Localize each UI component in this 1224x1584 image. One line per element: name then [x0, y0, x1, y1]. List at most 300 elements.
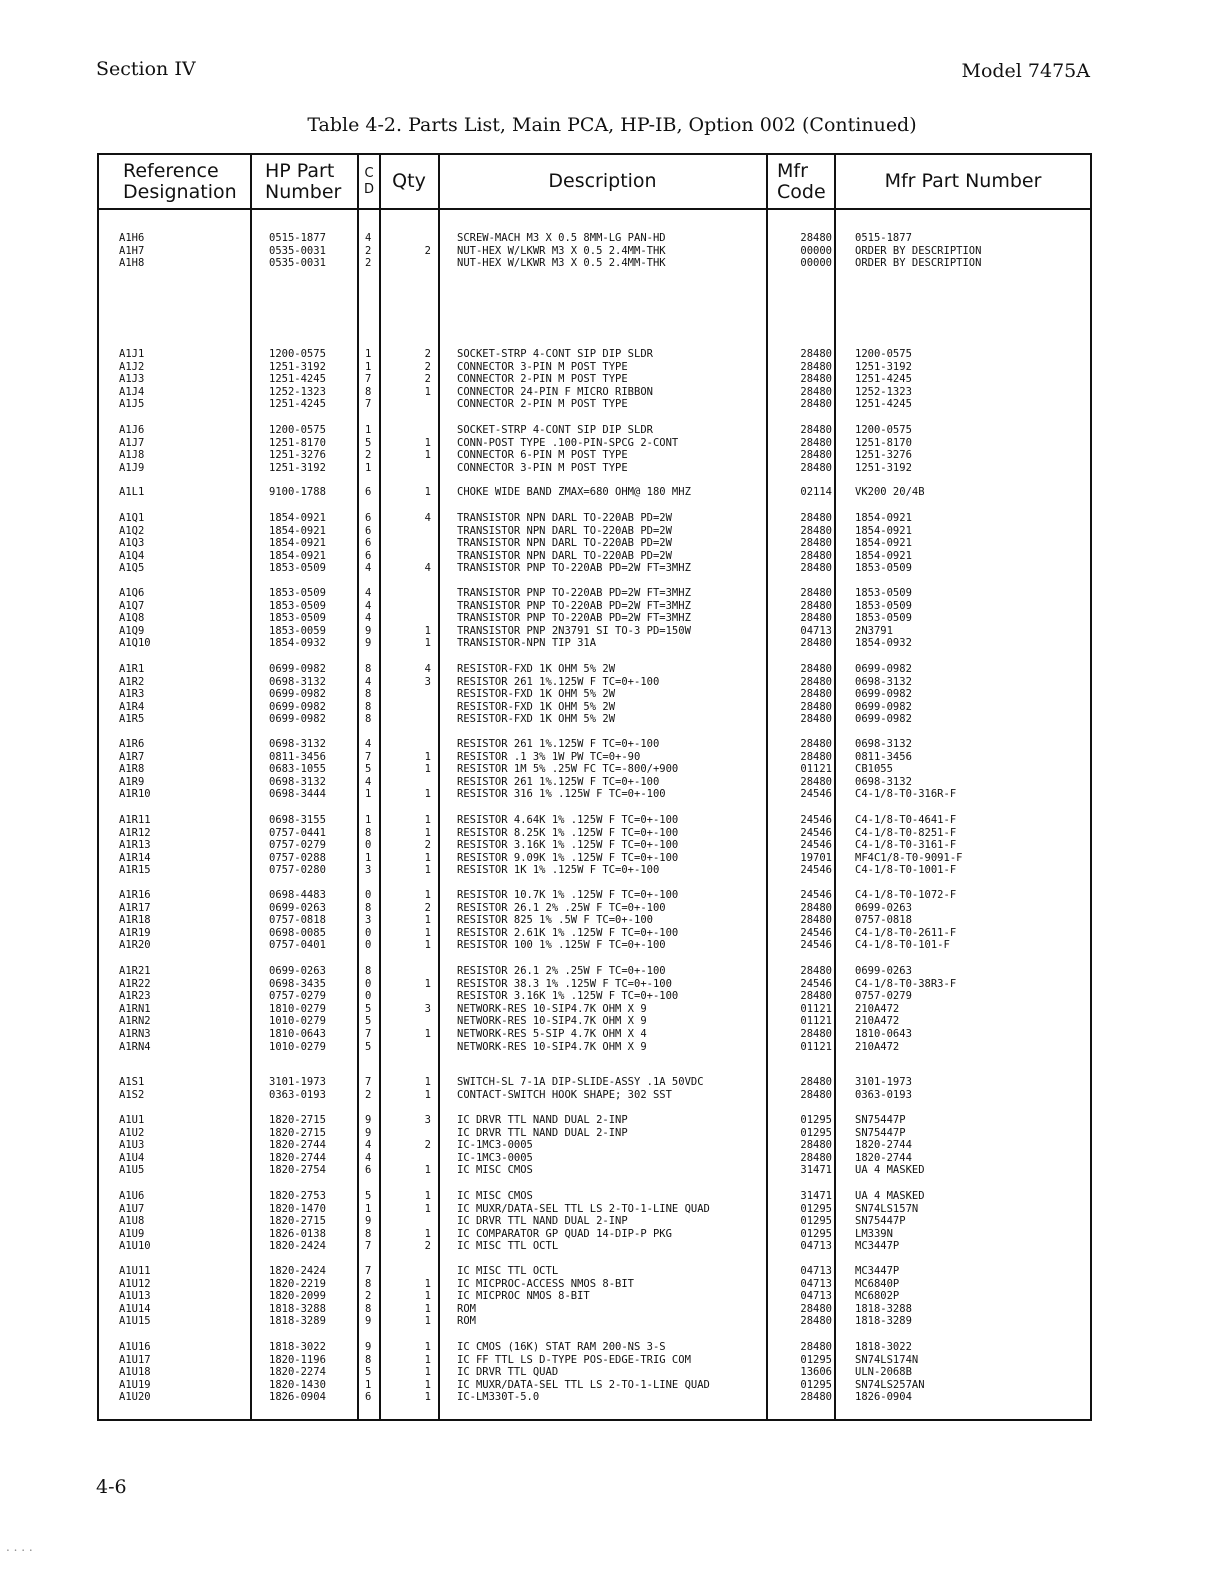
hp-part-number-cell: 0699-0982	[269, 688, 326, 701]
mfr-part-number-cell: SN75447P	[855, 1215, 906, 1228]
description-cell: RESISTOR 26.1 2% .25W F TC=0+-100	[457, 965, 666, 977]
description-cell: CONN-POST TYPE .100-PIN-SPCG 2-CONT	[457, 436, 679, 449]
hp-part-number-cell: 1854-0921	[269, 524, 326, 537]
mfr-code-cell: 04713	[800, 1290, 832, 1303]
scan-artifact: . . . .	[6, 1540, 33, 1554]
table-row	[99, 990, 1090, 1003]
table-row	[99, 814, 1090, 827]
reference-designation-cell: A1U4	[119, 1151, 145, 1164]
mfr-part-number-cell: 1854-0932	[855, 637, 912, 650]
description-cell: CHOKE WIDE BAND ZMAX=680 OHM@ 180 MHZ	[457, 486, 691, 498]
description-cell: SOCKET-STRP 4-CONT SIP DIP SLDR	[457, 348, 653, 360]
quantity-cell: 2	[424, 244, 431, 257]
mfr-part-number-cell: SN74LS174N	[855, 1353, 919, 1366]
check-digit-cell: 7	[365, 1076, 372, 1088]
quantity-cell: 1	[424, 486, 431, 498]
mfr-code-cell: 28480	[800, 1027, 832, 1040]
hp-part-number-cell: 1820-2715	[269, 1126, 326, 1139]
table-row	[99, 676, 1090, 689]
hp-part-number-cell: 1251-8170	[269, 436, 326, 449]
reference-designation-cell: A1U8	[119, 1215, 145, 1228]
check-digit-cell: 1	[365, 1202, 372, 1215]
table-row	[99, 927, 1090, 940]
description-cell: TRANSISTOR NPN DARL TO-220AB PD=2W	[457, 512, 672, 524]
check-digit-cell: 6	[365, 537, 372, 550]
hp-part-number-cell: 1854-0921	[269, 512, 326, 524]
description-cell: IC FF TTL LS D-TYPE POS-EDGE-TRIG COM	[457, 1353, 691, 1366]
hp-part-number-cell: 0698-3132	[269, 738, 326, 750]
table-row	[99, 1127, 1090, 1140]
check-digit-cell: 7	[365, 1027, 372, 1040]
quantity-cell: 1	[424, 1202, 431, 1215]
table-row	[99, 550, 1090, 563]
quantity-cell: 1	[424, 624, 431, 637]
check-digit-cell: 9	[365, 1126, 372, 1139]
mfr-part-number-cell: C4-1/8-T0-8251-F	[855, 826, 957, 839]
hp-part-number-cell: 1818-3289	[269, 1315, 326, 1328]
check-digit-cell: 1	[365, 348, 372, 360]
reference-designation-cell: A1R2	[119, 675, 145, 688]
mfr-code-cell: 28480	[800, 1076, 832, 1088]
check-digit-cell: 0	[365, 939, 372, 952]
table-row	[99, 1003, 1090, 1016]
column-header-hp-part: HP Part Number	[265, 159, 342, 203]
mfr-code-cell: 01295	[800, 1202, 832, 1215]
description-cell: TRANSISTOR-NPN TIP 31A	[457, 637, 597, 650]
check-digit-cell: 2	[365, 244, 372, 257]
quantity-cell: 1	[424, 750, 431, 763]
table-row	[99, 373, 1090, 386]
table-body	[99, 210, 1090, 1419]
check-digit-cell: 6	[365, 1164, 372, 1177]
description-cell: IC-1MC3-0005	[457, 1151, 533, 1164]
hp-part-number-cell: 1010-0279	[269, 1040, 326, 1053]
parts-group	[99, 663, 1090, 726]
hp-part-number-cell: 1826-0904	[269, 1391, 326, 1404]
mfr-part-number-cell: 1820-2744	[855, 1139, 912, 1152]
check-digit-cell: 2	[365, 257, 372, 270]
description-cell: IC DRVR TTL QUAD	[457, 1366, 559, 1379]
description-cell: RESISTOR 9.09K 1% .125W F TC=0+-100	[457, 851, 679, 864]
mfr-part-number-cell: 1251-8170	[855, 436, 912, 449]
description-cell: TRANSISTOR PNP TO-220AB PD=2W FT=3MHZ	[457, 599, 691, 612]
description-cell: RESISTOR 26.1 2% .25W F TC=0+-100	[457, 901, 666, 914]
hp-part-number-cell: 0698-0085	[269, 926, 326, 939]
table-row	[99, 257, 1090, 270]
mfr-part-number-cell: 1251-4245	[855, 398, 912, 411]
description-cell: RESISTOR 1M 5% .25W FC TC=-800/+900	[457, 763, 679, 776]
mfr-code-cell: 24546	[800, 939, 832, 952]
table-row	[99, 1315, 1090, 1328]
mfr-code-cell: 28480	[800, 587, 832, 599]
mfr-part-number-cell: 1251-3192	[855, 461, 912, 474]
mfr-part-number-cell: 1853-0509	[855, 599, 912, 612]
check-digit-cell: 9	[365, 1215, 372, 1228]
description-cell: IC MICPROC-ACCESS NMOS 8-BIT	[457, 1277, 635, 1290]
check-digit-cell: 6	[365, 512, 372, 524]
mfr-part-number-cell: ULN-2068B	[855, 1366, 912, 1379]
description-cell: ROM	[457, 1315, 476, 1328]
check-digit-cell: 6	[365, 1391, 372, 1404]
table-row	[99, 1139, 1090, 1152]
table-row	[99, 245, 1090, 258]
reference-designation-cell: A1R1	[119, 663, 145, 675]
reference-designation-cell: A1R10	[119, 788, 151, 801]
quantity-cell: 1	[424, 864, 431, 877]
quantity-cell: 1	[424, 977, 431, 990]
table-row	[99, 1379, 1090, 1392]
quantity-cell: 3	[424, 675, 431, 688]
reference-designation-cell: A1U18	[119, 1366, 151, 1379]
mfr-part-number-cell: 0363-0193	[855, 1088, 912, 1101]
description-cell: IC CMOS (16K) STAT RAM 200-NS 3-S	[457, 1341, 666, 1353]
reference-designation-cell: A1U11	[119, 1265, 151, 1277]
reference-designation-cell: A1J7	[119, 436, 145, 449]
mfr-code-cell: 28480	[800, 637, 832, 650]
mfr-code-cell: 28480	[800, 549, 832, 562]
description-cell: NUT-HEX W/LKWR M3 X 0.5 2.4MM-THK	[457, 244, 666, 257]
quantity-cell: 2	[424, 901, 431, 914]
mfr-code-cell: 01295	[800, 1227, 832, 1240]
description-cell: CONNECTOR 3-PIN M POST TYPE	[457, 461, 628, 474]
hp-part-number-cell: 1251-4245	[269, 373, 326, 386]
description-cell: SOCKET-STRP 4-CONT SIP DIP SLDR	[457, 424, 653, 436]
quantity-cell: 1	[424, 1277, 431, 1290]
description-cell: CONNECTOR 2-PIN M POST TYPE	[457, 373, 628, 386]
mfr-part-number-cell: UA 4 MASKED	[855, 1164, 925, 1177]
hp-part-number-cell: 1251-3192	[269, 360, 326, 373]
mfr-code-cell: 28480	[800, 1302, 832, 1315]
reference-designation-cell: A1RN3	[119, 1027, 151, 1040]
mfr-part-number-cell: 1820-2744	[855, 1151, 912, 1164]
table-row	[99, 1240, 1090, 1253]
reference-designation-cell: A1J6	[119, 424, 145, 436]
mfr-code-cell: 28480	[800, 512, 832, 524]
description-cell: RESISTOR 1K 1% .125W F TC=0+-100	[457, 864, 660, 877]
mfr-part-number-cell: 0699-0263	[855, 965, 912, 977]
mfr-part-number-cell: 1252-1323	[855, 385, 912, 398]
check-digit-cell: 1	[365, 461, 372, 474]
hp-part-number-cell: 1820-2424	[269, 1265, 326, 1277]
reference-designation-cell: A1U17	[119, 1353, 151, 1366]
description-cell: RESISTOR-FXD 1K OHM 5% 2W	[457, 663, 616, 675]
table-row	[99, 788, 1090, 801]
description-cell: RESISTOR 261 1%.125W F TC=0+-100	[457, 775, 660, 788]
table-row	[99, 663, 1090, 676]
quantity-cell: 1	[424, 1227, 431, 1240]
hp-part-number-cell: 0757-0279	[269, 839, 326, 852]
description-cell: RESISTOR 38.3 1% .125W F TC=0+-100	[457, 977, 672, 990]
quantity-cell: 1	[424, 637, 431, 650]
reference-designation-cell: A1R22	[119, 977, 151, 990]
reference-designation-cell: A1Q8	[119, 612, 145, 625]
mfr-code-cell: 28480	[800, 524, 832, 537]
hp-part-number-cell: 1820-1470	[269, 1202, 326, 1215]
quantity-cell: 1	[424, 449, 431, 462]
mfr-code-cell: 28480	[800, 914, 832, 927]
quantity-cell: 1	[424, 1353, 431, 1366]
check-digit-cell: 1	[365, 851, 372, 864]
reference-designation-cell: A1U16	[119, 1341, 151, 1353]
mfr-code-cell: 28480	[800, 1341, 832, 1353]
column-header-description: Description	[548, 170, 657, 192]
description-cell: CONTACT-SWITCH HOOK SHAPE; 302 SST	[457, 1088, 672, 1101]
description-cell: RESISTOR 825 1% .5W F TC=0+-100	[457, 914, 653, 927]
mfr-code-cell: 28480	[800, 562, 832, 575]
mfr-code-cell: 28480	[800, 1151, 832, 1164]
mfr-code-cell: 28480	[800, 424, 832, 436]
hp-part-number-cell: 0757-0441	[269, 826, 326, 839]
section-label: Section IV	[96, 58, 196, 80]
description-cell: RESISTOR-FXD 1K OHM 5% 2W	[457, 713, 616, 726]
mfr-part-number-cell: MF4C1/8-T0-9091-F	[855, 851, 963, 864]
mfr-part-number-cell: 0698-3132	[855, 675, 912, 688]
mfr-code-cell: 04713	[800, 624, 832, 637]
hp-part-number-cell: 1820-1196	[269, 1353, 326, 1366]
table-row	[99, 1228, 1090, 1241]
parts-group	[99, 814, 1090, 877]
mfr-part-number-cell: 0757-0818	[855, 914, 912, 927]
table-row	[99, 839, 1090, 852]
mfr-code-cell: 28480	[800, 373, 832, 386]
description-cell: RESISTOR 2.61K 1% .125W F TC=0+-100	[457, 926, 679, 939]
reference-designation-cell: A1R6	[119, 738, 145, 750]
check-digit-cell: 6	[365, 549, 372, 562]
reference-designation-cell: A1S2	[119, 1088, 145, 1101]
description-cell: CONNECTOR 6-PIN M POST TYPE	[457, 449, 628, 462]
description-cell: IC MISC CMOS	[457, 1190, 533, 1202]
check-digit-cell: 6	[365, 524, 372, 537]
mfr-part-number-cell: 1200-0575	[855, 424, 912, 436]
description-cell: IC-1MC3-0005	[457, 1139, 533, 1152]
hp-part-number-cell: 0535-0031	[269, 244, 326, 257]
reference-designation-cell: A1R17	[119, 901, 151, 914]
reference-designation-cell: A1H6	[119, 232, 145, 244]
mfr-code-cell: 28480	[800, 965, 832, 977]
mfr-code-cell: 04713	[800, 1240, 832, 1253]
description-cell: IC DRVR TTL NAND DUAL 2-INP	[457, 1126, 628, 1139]
check-digit-cell: 7	[365, 1240, 372, 1253]
table-row	[99, 398, 1090, 411]
reference-designation-cell: A1R9	[119, 775, 145, 788]
check-digit-cell: 8	[365, 663, 372, 675]
reference-designation-cell: A1U20	[119, 1391, 151, 1404]
mfr-part-number-cell: C4-1/8-T0-1072-F	[855, 889, 957, 901]
mfr-code-cell: 24546	[800, 977, 832, 990]
mfr-part-number-cell: C4-1/8-T0-316R-F	[855, 788, 957, 801]
check-digit-cell: 9	[365, 1315, 372, 1328]
hp-part-number-cell: 0683-1055	[269, 763, 326, 776]
column-header-mfr-code: Mfr Code	[777, 159, 826, 203]
reference-designation-cell: A1Q6	[119, 587, 145, 599]
reference-designation-cell: A1J4	[119, 385, 145, 398]
reference-designation-cell: A1R11	[119, 814, 151, 826]
description-cell: TRANSISTOR NPN DARL TO-220AB PD=2W	[457, 549, 672, 562]
mfr-part-number-cell: 1854-0921	[855, 512, 912, 524]
hp-part-number-cell: 0698-3132	[269, 675, 326, 688]
hp-part-number-cell: 1810-0643	[269, 1027, 326, 1040]
quantity-cell: 1	[424, 763, 431, 776]
hp-part-number-cell: 0757-0401	[269, 939, 326, 952]
quantity-cell: 1	[424, 826, 431, 839]
table-row	[99, 386, 1090, 399]
hp-part-number-cell: 1854-0921	[269, 549, 326, 562]
table-row	[99, 763, 1090, 776]
table-row	[99, 701, 1090, 714]
quantity-cell: 1	[424, 788, 431, 801]
hp-part-number-cell: 1820-2424	[269, 1240, 326, 1253]
table-row	[99, 486, 1090, 499]
reference-designation-cell: A1R19	[119, 926, 151, 939]
reference-designation-cell: A1J2	[119, 360, 145, 373]
quantity-cell: 1	[424, 1391, 431, 1404]
mfr-code-cell: 28480	[800, 461, 832, 474]
hp-part-number-cell: 3101-1973	[269, 1076, 326, 1088]
mfr-part-number-cell: 0699-0982	[855, 700, 912, 713]
table-row	[99, 637, 1090, 650]
mfr-part-number-cell: 210A472	[855, 1040, 900, 1053]
mfr-code-cell: 24546	[800, 926, 832, 939]
check-digit-cell: 5	[365, 1190, 372, 1202]
mfr-part-number-cell: SN75447P	[855, 1114, 906, 1126]
table-row	[99, 914, 1090, 927]
table-row	[99, 600, 1090, 613]
check-digit-cell: 5	[365, 1015, 372, 1028]
table-row	[99, 562, 1090, 575]
reference-designation-cell: A1U13	[119, 1290, 151, 1303]
mfr-part-number-cell: 0699-0982	[855, 663, 912, 675]
mfr-part-number-cell: 1810-0643	[855, 1027, 912, 1040]
reference-designation-cell: A1R12	[119, 826, 151, 839]
mfr-part-number-cell: 0811-3456	[855, 750, 912, 763]
table-row	[99, 713, 1090, 726]
check-digit-cell: 4	[365, 1151, 372, 1164]
description-cell: CONNECTOR 3-PIN M POST TYPE	[457, 360, 628, 373]
check-digit-cell: 8	[365, 1302, 372, 1315]
reference-designation-cell: A1Q5	[119, 562, 145, 575]
hp-part-number-cell: 1853-0509	[269, 587, 326, 599]
hp-part-number-cell: 0515-1877	[269, 232, 326, 244]
reference-designation-cell: A1R7	[119, 750, 145, 763]
parts-group	[99, 1076, 1090, 1101]
model-label: Model 7475A	[961, 60, 1090, 82]
parts-group	[99, 486, 1090, 499]
table-row	[99, 1290, 1090, 1303]
hp-part-number-cell: 0699-0982	[269, 700, 326, 713]
hp-part-number-cell: 0698-3444	[269, 788, 326, 801]
table-row	[99, 232, 1090, 245]
mfr-code-cell: 28480	[800, 232, 832, 244]
reference-designation-cell: A1J3	[119, 373, 145, 386]
hp-part-number-cell: 0757-0818	[269, 914, 326, 927]
mfr-part-number-cell: C4-1/8-T0-1001-F	[855, 864, 957, 877]
mfr-part-number-cell: MC3447P	[855, 1265, 900, 1277]
hp-part-number-cell: 1820-2099	[269, 1290, 326, 1303]
description-cell: IC-LM330T-5.0	[457, 1391, 540, 1404]
table-row	[99, 361, 1090, 374]
hp-part-number-cell: 1252-1323	[269, 385, 326, 398]
mfr-code-cell: 28480	[800, 348, 832, 360]
mfr-code-cell: 24546	[800, 889, 832, 901]
quantity-cell: 1	[424, 1366, 431, 1379]
description-cell: IC MICPROC NMOS 8-BIT	[457, 1290, 590, 1303]
description-cell: IC MISC TTL OCTL	[457, 1265, 559, 1277]
check-digit-cell: 7	[365, 398, 372, 411]
reference-designation-cell: A1Q10	[119, 637, 151, 650]
reference-designation-cell: A1R3	[119, 688, 145, 701]
reference-designation-cell: A1U15	[119, 1315, 151, 1328]
reference-designation-cell: A1R8	[119, 763, 145, 776]
mfr-code-cell: 28480	[800, 663, 832, 675]
mfr-code-cell: 24546	[800, 839, 832, 852]
description-cell: RESISTOR 261 1%.125W F TC=0+-100	[457, 675, 660, 688]
table-row	[99, 1215, 1090, 1228]
mfr-code-cell: 28480	[800, 675, 832, 688]
mfr-code-cell: 01295	[800, 1215, 832, 1228]
hp-part-number-cell: 0699-0982	[269, 713, 326, 726]
page-number: 4-6	[96, 1476, 127, 1498]
quantity-cell: 1	[424, 1027, 431, 1040]
description-cell: RESISTOR 100 1% .125W F TC=0+-100	[457, 939, 666, 952]
table-row	[99, 738, 1090, 751]
description-cell: NETWORK-RES 10-SIP4.7K OHM X 9	[457, 1002, 647, 1015]
mfr-code-cell: 01295	[800, 1378, 832, 1391]
mfr-part-number-cell: 0699-0982	[855, 713, 912, 726]
description-cell: CONNECTOR 24-PIN F MICRO RIBBON	[457, 385, 653, 398]
mfr-code-cell: 01295	[800, 1126, 832, 1139]
mfr-part-number-cell: 1818-3289	[855, 1315, 912, 1328]
mfr-code-cell: 28480	[800, 385, 832, 398]
mfr-code-cell: 01295	[800, 1353, 832, 1366]
mfr-code-cell: 28480	[800, 360, 832, 373]
check-digit-cell: 1	[365, 1378, 372, 1391]
mfr-part-number-cell: 1853-0509	[855, 587, 912, 599]
check-digit-cell: 1	[365, 788, 372, 801]
hp-part-number-cell: 1200-0575	[269, 348, 326, 360]
quantity-cell: 1	[424, 889, 431, 901]
description-cell: TRANSISTOR PNP TO-220AB PD=2W FT=3MHZ	[457, 612, 691, 625]
description-cell: RESISTOR-FXD 1K OHM 5% 2W	[457, 700, 616, 713]
mfr-part-number-cell: MC6802P	[855, 1290, 900, 1303]
reference-designation-cell: A1U7	[119, 1202, 145, 1215]
description-cell: NETWORK-RES 10-SIP4.7K OHM X 9	[457, 1015, 647, 1028]
parts-group	[99, 965, 1090, 1053]
check-digit-cell: 4	[365, 1139, 372, 1152]
table-row	[99, 965, 1090, 978]
mfr-part-number-cell: MC3447P	[855, 1240, 900, 1253]
mfr-part-number-cell: 1854-0921	[855, 524, 912, 537]
column-header-reference: Reference Designation	[123, 159, 237, 203]
mfr-part-number-cell: VK200 20/4B	[855, 486, 925, 498]
mfr-part-number-cell: 210A472	[855, 1015, 900, 1028]
mfr-code-cell: 28480	[800, 1391, 832, 1404]
column-header-qty: Qty	[392, 170, 426, 192]
quantity-cell: 2	[424, 360, 431, 373]
description-cell: TRANSISTOR NPN DARL TO-220AB PD=2W	[457, 524, 672, 537]
description-cell: IC MISC CMOS	[457, 1164, 533, 1177]
quantity-cell: 1	[424, 385, 431, 398]
hp-part-number-cell: 1853-0509	[269, 562, 326, 575]
description-cell: RESISTOR 8.25K 1% .125W F TC=0+-100	[457, 826, 679, 839]
table-row	[99, 978, 1090, 991]
check-digit-cell: 8	[365, 385, 372, 398]
mfr-part-number-cell: 1251-3276	[855, 449, 912, 462]
check-digit-cell: 8	[365, 713, 372, 726]
mfr-part-number-cell: 1854-0921	[855, 537, 912, 550]
table-row	[99, 1089, 1090, 1102]
reference-designation-cell: A1L1	[119, 486, 145, 498]
quantity-cell: 4	[424, 562, 431, 575]
